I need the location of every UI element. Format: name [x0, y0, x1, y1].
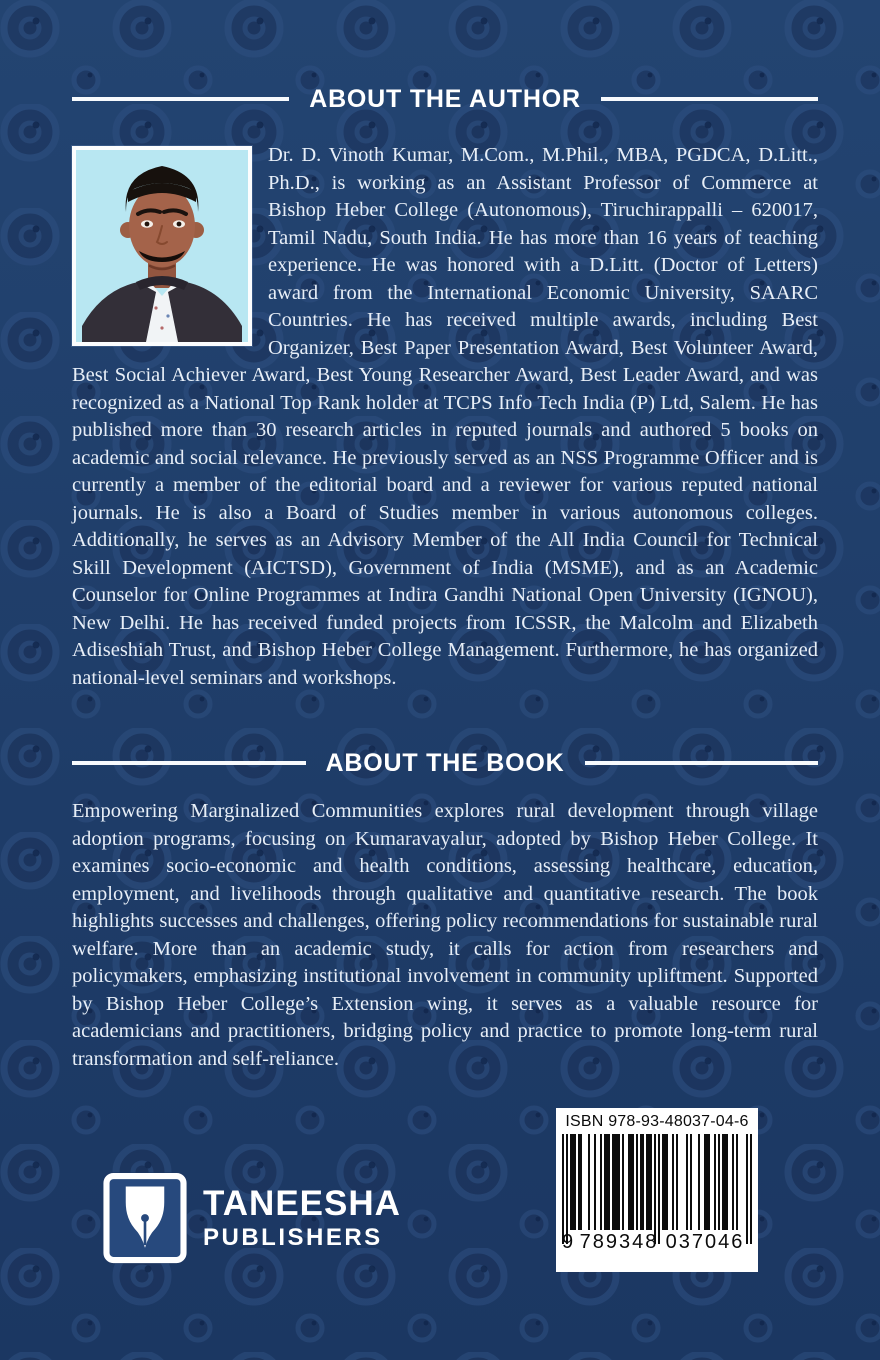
about-book-paragraph: Empowering Marginalized Communities explores rural development through village adoption programs, focusing on Kumaravayalur, adopted by Bishop Heber College. It examines socio-economic and health conditions, assessing healthcare, education, employment, and livelihoods through qualitative and quantitative research. The book highlights successes and challenges, offering policy recommendations for sustainable rural welfare. More than an academic study, it calls for action from researchers and policymakers, emphasizing institutional involvement in community upliftment. Supported by Bishop Heber College’s Extension wing, it serves as a valuable resource for academicians and practitioners, bridging policy and practice to promote long-term rural transformation and self-reliance.	[72, 800, 818, 1070]
barcode-digit-first: 9	[562, 1231, 574, 1253]
heading-rule-left	[72, 97, 289, 101]
isbn-barcode	[556, 1108, 758, 1272]
about-book-heading: ABOUT THE BOOK	[325, 749, 565, 777]
about-author-heading-row	[72, 84, 818, 114]
barcode-digit-group1: 789348	[579, 1231, 659, 1253]
author-portrait-illustration	[76, 150, 248, 342]
barcode-bar	[750, 1134, 752, 1244]
publisher-name: TANEESHA	[203, 1183, 401, 1223]
publisher-type: PUBLISHERS	[203, 1223, 383, 1251]
publisher-logo	[103, 1172, 401, 1264]
pen-nib-icon	[103, 1172, 187, 1264]
barcode-bars	[562, 1134, 752, 1230]
publisher-name-block	[203, 1183, 401, 1251]
barcode-digits	[562, 1231, 752, 1253]
author-block	[72, 142, 818, 692]
isbn-label: ISBN 978-93-48037-04-6	[565, 1113, 749, 1130]
about-book-heading-row	[72, 748, 818, 778]
about-author-heading: ABOUT THE AUTHOR	[309, 85, 581, 113]
heading-rule-left	[72, 761, 306, 765]
cover-content	[72, 84, 818, 1073]
barcode-digit-group2: 037046	[665, 1231, 745, 1253]
heading-rule-right	[601, 97, 818, 101]
heading-rule-right	[585, 761, 819, 765]
author-photo	[72, 146, 252, 346]
about-author-paragraph: Dr. D. Vinoth Kumar, M.Com., M.Phil., MBA, PGDCA, D.Litt., Ph.D., is working as an Assistant Professor of Commerce at Bishop Heber College (Autonomous), Tiruchirappalli – 620017, Tamil Nadu, South India. He has more than 16 years of teaching experience. He was honored with a D.Litt. (Doctor of Letters) award from the International Economic University, SAARC Countries. He has received multiple awards, including Best Organizer, Best Paper Presentation Award, Best Volunteer Award, Best Social Achiever Award, Best Young Researcher Award, Best Leader Award, and was recognized as a National Top Rank holder at TCPS Info Tech India (P) Ltd, Salem. He has published more than 30 research articles in reputed journals and authored 5 books on academic and social relevance. He previously served as an NSS Programme Officer and is currently a member of the editorial board and a reviewer for various reputed national journals. He is also a Board of Studies member in various autonomous colleges. Additionally, he serves as an Advisory Member of the All India Council for Technical Skill Development (AICTSD), Government of India (MSME), and as an Academic Counselor for Online Programmes at Indira Gandhi National Open University (IGNOU), New Delhi. He has received funded projects from ICSSR, the Malcolm and Elizabeth Adiseshiah Trust, and Bishop Heber College Management. Furthermore, he has organized national-level seminars and workshops.	[72, 144, 818, 689]
